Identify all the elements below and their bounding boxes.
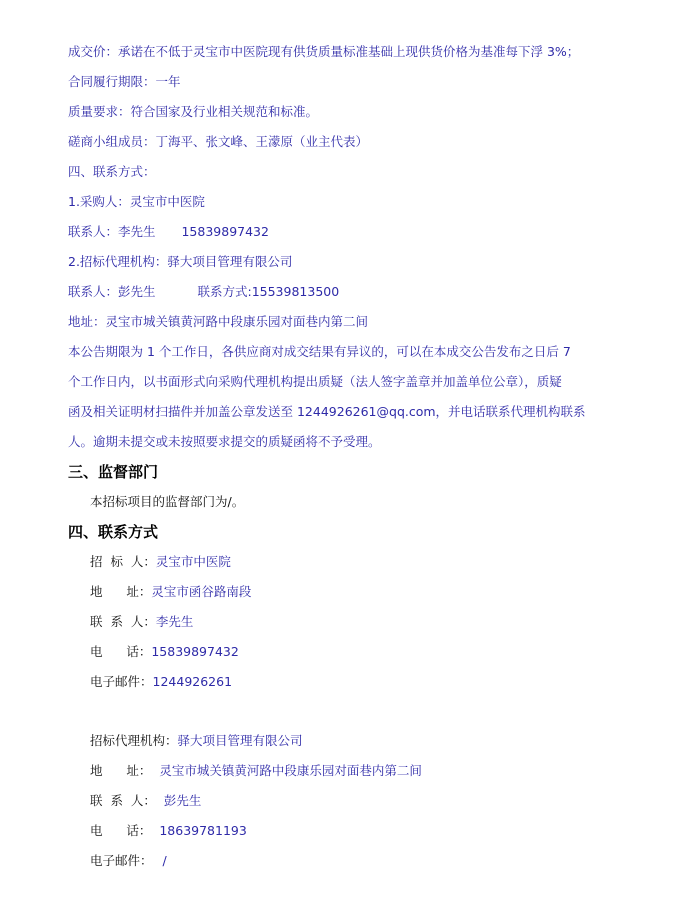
tenderer-contact-label: 联 系 人：: [90, 614, 156, 629]
supervision-heading: 三、监督部门: [68, 463, 159, 481]
agency-contact-value: 彭先生: [163, 793, 202, 808]
contract-period-line: 合同履行期限：一年: [68, 74, 181, 89]
agency-email-row: [90, 853, 167, 869]
agency-name-label: 招标代理机构：: [90, 733, 178, 748]
contact-heading: 四、联系方式: [68, 523, 159, 541]
supervision-text: 本招标项目的监督部门为/。: [90, 494, 245, 509]
tenderer-phone-value: 15839897432: [151, 644, 239, 659]
tenderer-name-value: 灵宝市中医院: [155, 554, 231, 569]
agency-line: 2.招标代理机构：驿大项目管理有限公司: [68, 254, 293, 269]
purchaser-contact-line: [68, 224, 269, 240]
agency-name-value: 驿大项目管理有限公司: [177, 733, 303, 748]
deal-price-line: 成交价：承诺在不低于灵宝市中医院现有供货质量标准基础上现供货价格为基准每下浮 3%；: [68, 44, 580, 59]
notice-paragraph-line-2: 个工作日内，以书面形式向采购代理机构提出质疑（法人签字盖章并加盖单位公章），质疑: [68, 374, 562, 389]
quality-requirement-line: 质量要求：符合国家及行业相关规范和标准。: [68, 104, 319, 119]
agency-address-row: [90, 763, 422, 779]
tenderer-contact-row: [90, 614, 193, 630]
notice-paragraph-line-4: 人。逾期未提交或未按照要求提交的质疑函将不予受理。: [68, 434, 381, 449]
tenderer-email-value: 1244926261: [152, 674, 233, 689]
agency-phone-value: 18639781193: [159, 823, 247, 838]
tenderer-phone-label: 电 话：: [90, 644, 152, 659]
tenderer-address-label: 地 址：: [90, 584, 152, 599]
tenderer-name-row: [90, 554, 231, 570]
purchaser-line: 1.采购人：灵宝市中医院: [68, 194, 205, 209]
agency-address-label: 地 址：: [90, 763, 152, 778]
agency-phone-row: [90, 823, 247, 839]
tenderer-address-row: [90, 584, 251, 600]
tenderer-email-label: 电子邮件：: [90, 674, 153, 689]
agency-contact-label: 联 系 人：: [90, 793, 156, 808]
tenderer-email-row: [90, 674, 232, 690]
agency-email-label: 电子邮件：: [90, 853, 153, 868]
tenderer-address-value: 灵宝市函谷路南段: [151, 584, 252, 599]
agency-contact-label: 联系人：彭先生: [68, 284, 156, 299]
agency-name-row: [90, 733, 303, 749]
notice-paragraph-line-3: 函及相关证明材扫描件并加盖公章发送至 1244926261@qq.com，并电话联系代理机构联系: [68, 404, 586, 419]
agency-email-value: /: [162, 853, 167, 868]
agency-contact-phone: 联系方式:15539813500: [197, 284, 340, 299]
agency-contact-row: [90, 793, 201, 809]
panel-members-line: 磋商小组成员：丁海平、张文峰、王濛原（业主代表）: [68, 134, 369, 149]
tenderer-phone-row: [90, 644, 239, 660]
agency-phone-label: 电 话：: [90, 823, 152, 838]
purchaser-contact-label: 联系人：李先生: [68, 224, 156, 239]
agency-contact-line: [68, 284, 339, 300]
notice-paragraph-line-1: 本公告期限为 1 个工作日，各供应商对成交结果有异议的，可以在本成交公告发布之日后 7: [68, 344, 571, 359]
agency-address-value: 灵宝市城关镇黄河路中段康乐园对面巷内第二间: [159, 763, 422, 778]
contact-section-line: 四、联系方式：: [68, 164, 156, 179]
tenderer-contact-value: 李先生: [155, 614, 194, 629]
tenderer-name-label: 招 标 人：: [90, 554, 156, 569]
agency-address-line: 地址：灵宝市城关镇黄河路中段康乐园对面巷内第二间: [68, 314, 369, 329]
purchaser-contact-phone: 15839897432: [181, 224, 269, 239]
